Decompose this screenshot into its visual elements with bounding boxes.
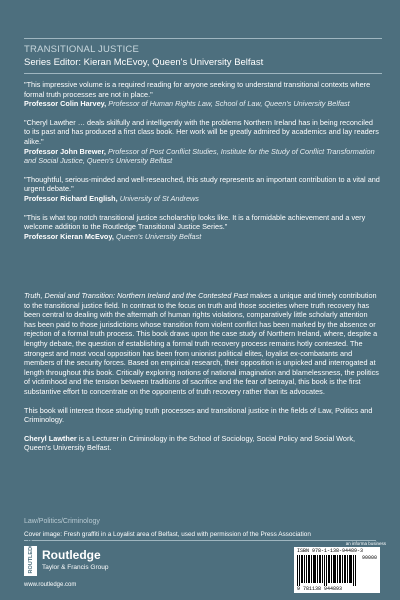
endorsement-text: "Thoughtful, serious-minded and well-researched, this study represents an important contribution to a vital and urgent debate." xyxy=(24,174,380,194)
price-code: 90000 xyxy=(361,555,377,561)
endorser-name: Professor Richard English, xyxy=(24,193,118,203)
endorsement xyxy=(24,80,380,109)
endorsement-attribution xyxy=(24,147,380,166)
cover-image-credit: Cover image: Fresh graffiti in a Loyalist area of Belfast, used with permission of the Press Association xyxy=(24,531,311,538)
endorser-affiliation: Professor of Post Conflict Studies, Institute for the Study of Conflict Transformation and Social Justice, Queen's University Belfast xyxy=(24,146,375,166)
endorsement xyxy=(24,213,380,242)
series-header xyxy=(24,38,382,74)
endorser-name: Professor Colin Harvey, xyxy=(24,99,107,109)
book-title: Truth, Denial and Transition: Northern Ireland and the Contested Past xyxy=(24,291,249,300)
book-description-section xyxy=(24,291,380,462)
endorser-name: Professor John Brewer, xyxy=(24,146,106,156)
endorsement-text: "This impressive volume is a required reading for anyone seeking to understand transitional contexts where formal truth processes are not in place." xyxy=(24,80,371,99)
endorser-name: Professor Kieran McEvoy, xyxy=(24,231,114,241)
audience-text: This book will interest those studying truth processes and transitional justice in the fields of Law, Politics and Criminology. xyxy=(24,405,373,425)
logo-text: ROUTLEDGE xyxy=(27,539,34,574)
endorsement-attribution xyxy=(24,232,380,242)
author-name: Cheryl Lawther xyxy=(24,433,77,443)
endorser-affiliation: Queen's University Belfast xyxy=(115,231,202,241)
endorsement-attribution xyxy=(24,194,380,204)
endorsements xyxy=(24,80,380,250)
endorsement-text: "This is what top notch transitional justice scholarship looks like. It is a formidable achievement and a very welcome addition to the Routledge Transitional Justice Series." xyxy=(24,212,366,232)
routledge-logo-icon xyxy=(24,539,37,576)
author-bio-text: is a Lecturer in Criminology in the School of Sociology, Social Policy and Social Work, Queen's University Belfast. xyxy=(24,433,356,453)
publisher-name: Routledge xyxy=(42,548,101,562)
series-title: TRANSITIONAL JUSTICE xyxy=(24,44,140,55)
endorsement xyxy=(24,175,380,204)
series-editor: Series Editor: Kieran McEvoy, Queen's University Belfast xyxy=(24,57,264,68)
barcode-block xyxy=(286,541,386,595)
isbn-text: ISBN 978-1-138-94489-3 xyxy=(297,548,364,554)
endorsement-attribution xyxy=(24,99,380,109)
ean-number: 9 781138 944893 xyxy=(297,586,343,592)
subject-category: Law/Politics/Criminology xyxy=(24,518,100,525)
publisher-subtitle: Taylor & Francis Group xyxy=(42,564,109,571)
endorser-affiliation: Professor of Human Rights Law, School of Law, Queen's University Belfast xyxy=(108,99,350,109)
endorsement-text: "Cheryl Lawther … deals skilfully and intelligently with the problems Northern Ireland has in being reconciled to its past and has produced a first class book. Her work will be greatly admired by academics and lay readers alike." xyxy=(24,117,379,146)
barcode-icon xyxy=(297,555,357,586)
description-text: makes a unique and timely contribution to the transitional justice field. In contrast to the focus on truth and those societies where truth recovery has been central to dealing with the aftermath of human rights violations, comparatively little scholarly attention has been paid to those jurisdictions whose transition from violent conflict has been marked by the absence or rejection of a formal truth process. This book draws upon the case study of Northern Ireland, where, despite a lengthy debate, the question of establishing a formal truth recovery process remains hotly contested. The strongest and most vocal opposition has been from unionist political elites, loyalist ex-combatants and members of the security forces. Based on empirical research, their opposition is unpicked and interrogated at length throughout this book. Critically exploring notions of national imagination and blamelessness, the politics of victimhood and the tension between traditions of sacrifice and the fear of betrayal, this book is the first substantive effort to concentrate on the opponents of truth recovery rather than its advocates. xyxy=(24,291,379,396)
barcode-box xyxy=(294,547,380,593)
author-bio xyxy=(24,434,380,453)
publisher-url[interactable]: www.routledge.com xyxy=(24,582,77,588)
publisher-block xyxy=(24,539,164,590)
endorser-affiliation: University of St Andrews xyxy=(119,193,199,203)
informa-label: an informa business xyxy=(345,541,386,546)
book-description xyxy=(24,291,380,397)
endorsement xyxy=(24,118,380,166)
